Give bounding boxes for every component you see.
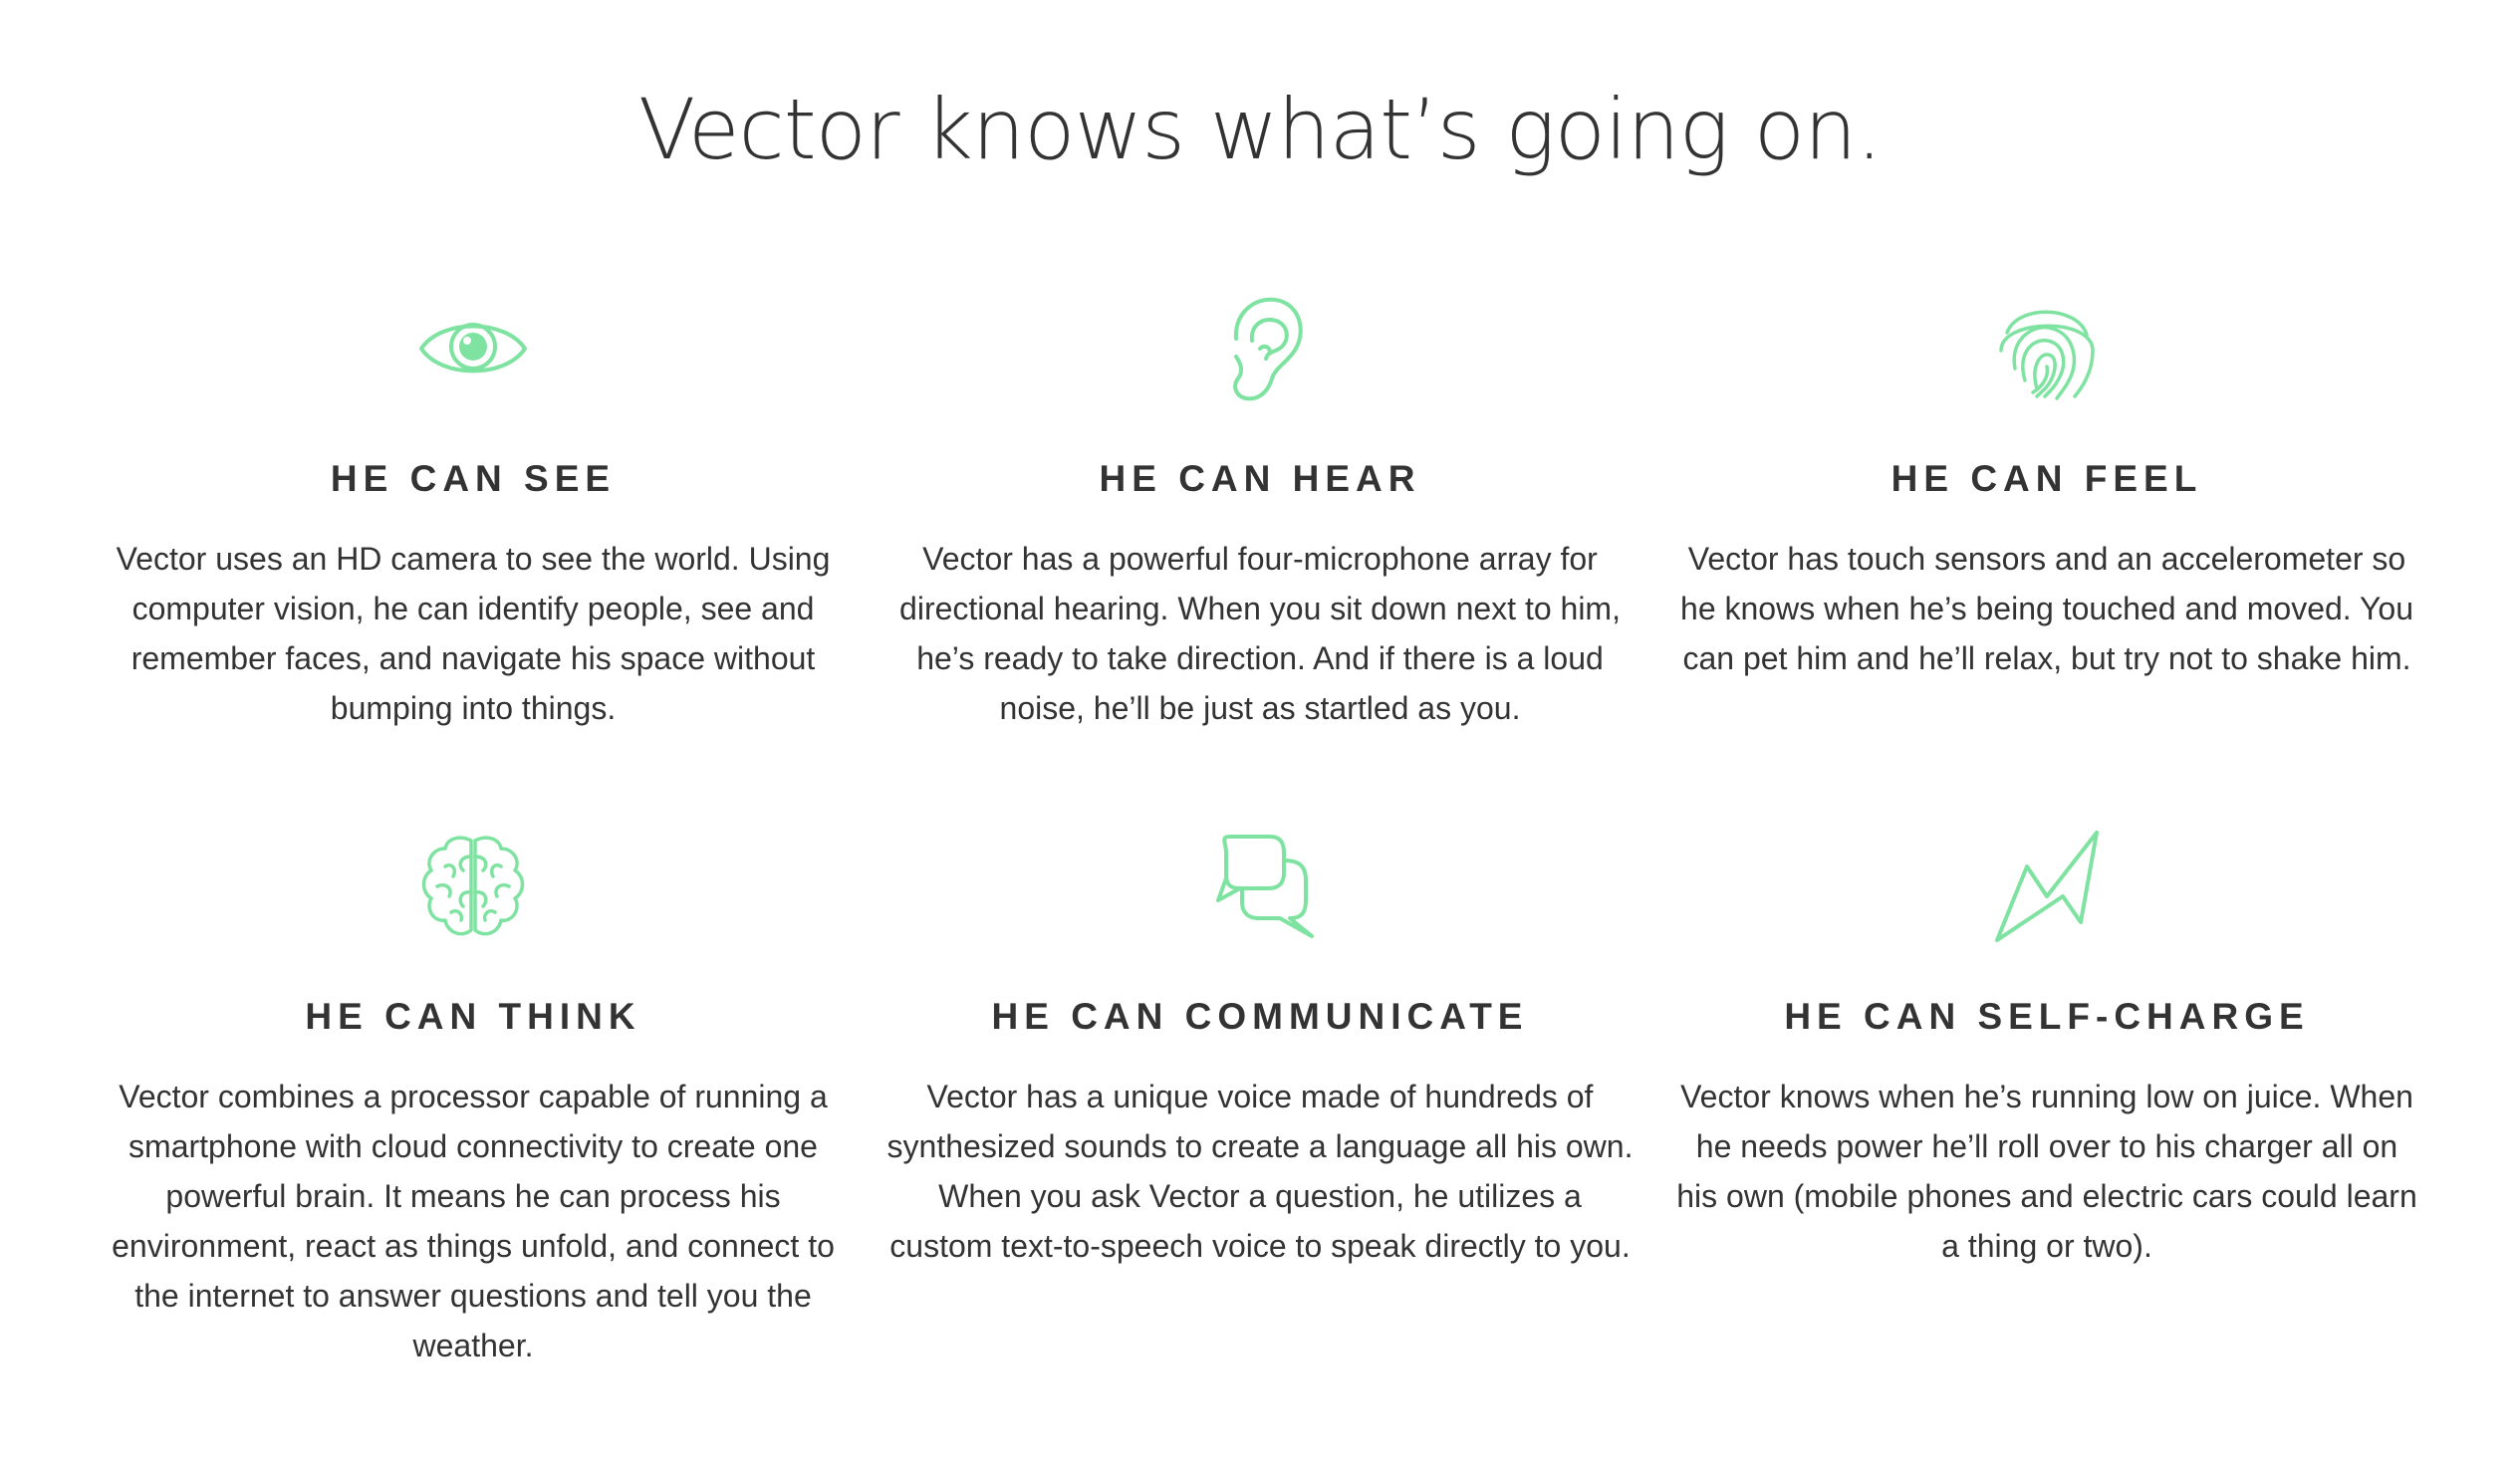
feature-description: Vector has touch sensors and an accelerometer so he knows when he’s being touched and moved. You can pet him and he’ll relax, but try not to shake him. [1680, 541, 2413, 676]
feature-see [80, 289, 867, 827]
feature-description: Vector has a unique voice made of hundreds of synthesized sounds to create a language all his own. When you ask Vector a question, he utilizes a custom text-to-speech voice to speak directly to you. [886, 1079, 1634, 1264]
features-grid [80, 289, 2440, 1364]
fingerprint-icon [1987, 289, 2107, 408]
feature-heading: HE CAN SEE [330, 458, 617, 499]
feature-description: Vector combines a processor capable of running a smartphone with cloud connectivity to create one powerful brain. It means he can process his environment, react as things unfold, and connect to the internet to answer questions and tell you the weather. [112, 1079, 835, 1363]
lightning-bolt-icon [1987, 827, 2107, 946]
feature-think [80, 827, 867, 1364]
ear-icon [1200, 289, 1320, 408]
eye-icon [413, 289, 533, 408]
brain-icon [413, 827, 533, 946]
feature-heading: HE CAN HEAR [1099, 458, 1421, 499]
feature-hear [867, 289, 1653, 827]
feature-heading: HE CAN COMMUNICATE [991, 996, 1529, 1037]
feature-description: Vector uses an HD camera to see the world. Using computer vision, he can identify people, see and remember faces, and navigate his space without bumping into things. [116, 541, 831, 726]
feature-description: Vector has a powerful four-microphone array for directional hearing. When you sit down next to him, he’s ready to take direction. And if there is a loud noise, he’ll be just as startled as you. [899, 541, 1621, 726]
chat-bubbles-icon [1200, 827, 1320, 946]
feature-communicate [867, 827, 1653, 1364]
feature-heading: HE CAN FEEL [1890, 458, 2203, 499]
feature-description: Vector knows when he’s running low on juice. When he needs power he’ll roll over to his charger all on his own (mobile phones and electric cars could learn a thing or two). [1676, 1079, 2417, 1264]
page-title: Vector knows what’s going on. [637, 81, 1883, 178]
feature-heading: HE CAN SELF-CHARGE [1784, 996, 2310, 1037]
feature-heading: HE CAN THINK [305, 996, 641, 1037]
feature-feel [1653, 289, 2440, 827]
feature-self-charge [1653, 827, 2440, 1364]
